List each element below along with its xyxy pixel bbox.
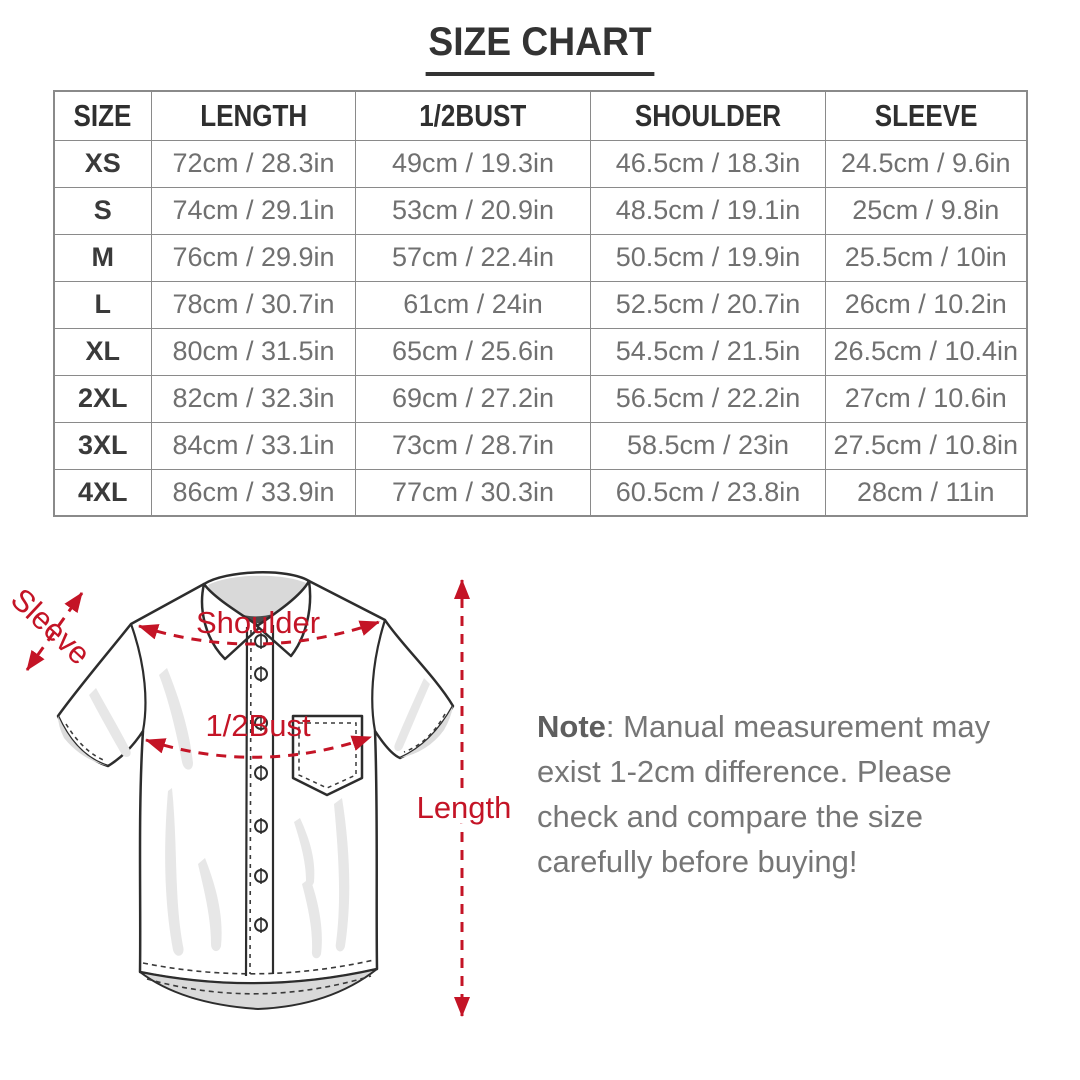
table-row [54, 187, 1027, 234]
figure-section [0, 548, 1080, 1068]
cell-shoulder: 56.5cm / 22.2in [591, 375, 826, 422]
table-row [54, 469, 1027, 516]
cell-size: 2XL [54, 375, 152, 422]
cell-half-bust: 49cm / 19.3in [356, 140, 591, 187]
cell-sleeve: 25cm / 9.8in [826, 187, 1027, 234]
note-block [537, 704, 1047, 884]
note-line: check and compare the size [537, 799, 923, 834]
cell-shoulder: 52.5cm / 20.7in [591, 281, 826, 328]
cell-shoulder: 48.5cm / 19.1in [591, 187, 826, 234]
cell-sleeve: 26cm / 10.2in [826, 281, 1027, 328]
shoulder-label: Shoulder [195, 605, 321, 640]
note-label: Note [537, 709, 606, 744]
cell-sleeve: 27.5cm / 10.8in [826, 422, 1027, 469]
table-row [54, 328, 1027, 375]
header-half-bust-label: 1/2BUST [419, 97, 527, 133]
note-line [537, 704, 1047, 749]
header-size-label: SIZE [73, 97, 132, 133]
cell-length: 72cm / 28.3in [152, 140, 356, 187]
cell-size: 3XL [54, 422, 152, 469]
header-sleeve-label: SLEEVE [874, 97, 978, 133]
table-row [54, 140, 1027, 187]
cell-half-bust: 61cm / 24in [356, 281, 591, 328]
cell-size: L [54, 281, 152, 328]
cell-sleeve: 26.5cm / 10.4in [826, 328, 1027, 375]
header-shoulder-label: SHOULDER [634, 97, 782, 133]
cell-half-bust: 69cm / 27.2in [356, 375, 591, 422]
cell-length: 86cm / 33.9in [152, 469, 356, 516]
cell-length: 76cm / 29.9in [152, 234, 356, 281]
cell-size: M [54, 234, 152, 281]
cell-length: 82cm / 32.3in [152, 375, 356, 422]
note-line: exist 1-2cm difference. Please [537, 754, 952, 789]
cell-length: 80cm / 31.5in [152, 328, 356, 375]
header-shoulder [591, 91, 826, 140]
header-size [54, 91, 152, 140]
note-text: : Manual measurement may [605, 709, 991, 744]
cell-length: 78cm / 30.7in [152, 281, 356, 328]
cell-shoulder: 60.5cm / 23.8in [591, 469, 826, 516]
cell-half-bust: 53cm / 20.9in [356, 187, 591, 234]
cell-shoulder: 46.5cm / 18.3in [591, 140, 826, 187]
header-length-label: LENGTH [199, 97, 308, 133]
cell-sleeve: 24.5cm / 9.6in [826, 140, 1027, 187]
cell-shoulder: 54.5cm / 21.5in [591, 328, 826, 375]
cell-size: XS [54, 140, 152, 187]
cell-size: S [54, 187, 152, 234]
cell-length: 84cm / 33.1in [152, 422, 356, 469]
sleeve-label: Sleeve [4, 581, 98, 672]
cell-size: 4XL [54, 469, 152, 516]
shirt-measurement-diagram [0, 548, 520, 1068]
cell-half-bust: 57cm / 22.4in [356, 234, 591, 281]
cell-shoulder: 50.5cm / 19.9in [591, 234, 826, 281]
length-label: Length [416, 790, 512, 825]
cell-length: 74cm / 29.1in [152, 187, 356, 234]
header-sleeve [826, 91, 1027, 140]
cell-shoulder: 58.5cm / 23in [591, 422, 826, 469]
header-length [152, 91, 356, 140]
page-title: SIZE CHART [426, 20, 655, 76]
cell-size: XL [54, 328, 152, 375]
cell-sleeve: 25.5cm / 10in [826, 234, 1027, 281]
cell-sleeve: 28cm / 11in [826, 469, 1027, 516]
title-block [0, 0, 1080, 76]
table-row [54, 281, 1027, 328]
cell-half-bust: 65cm / 25.6in [356, 328, 591, 375]
bust-label: 1/2Bust [205, 708, 311, 743]
cell-half-bust: 77cm / 30.3in [356, 469, 591, 516]
cell-sleeve: 27cm / 10.6in [826, 375, 1027, 422]
header-half-bust [356, 91, 591, 140]
cell-half-bust: 73cm / 28.7in [356, 422, 591, 469]
size-chart-table [53, 90, 1028, 517]
table-row [54, 422, 1027, 469]
note-line: carefully before buying! [537, 844, 858, 879]
table-header-row [54, 91, 1027, 140]
table-row [54, 234, 1027, 281]
table-row [54, 375, 1027, 422]
